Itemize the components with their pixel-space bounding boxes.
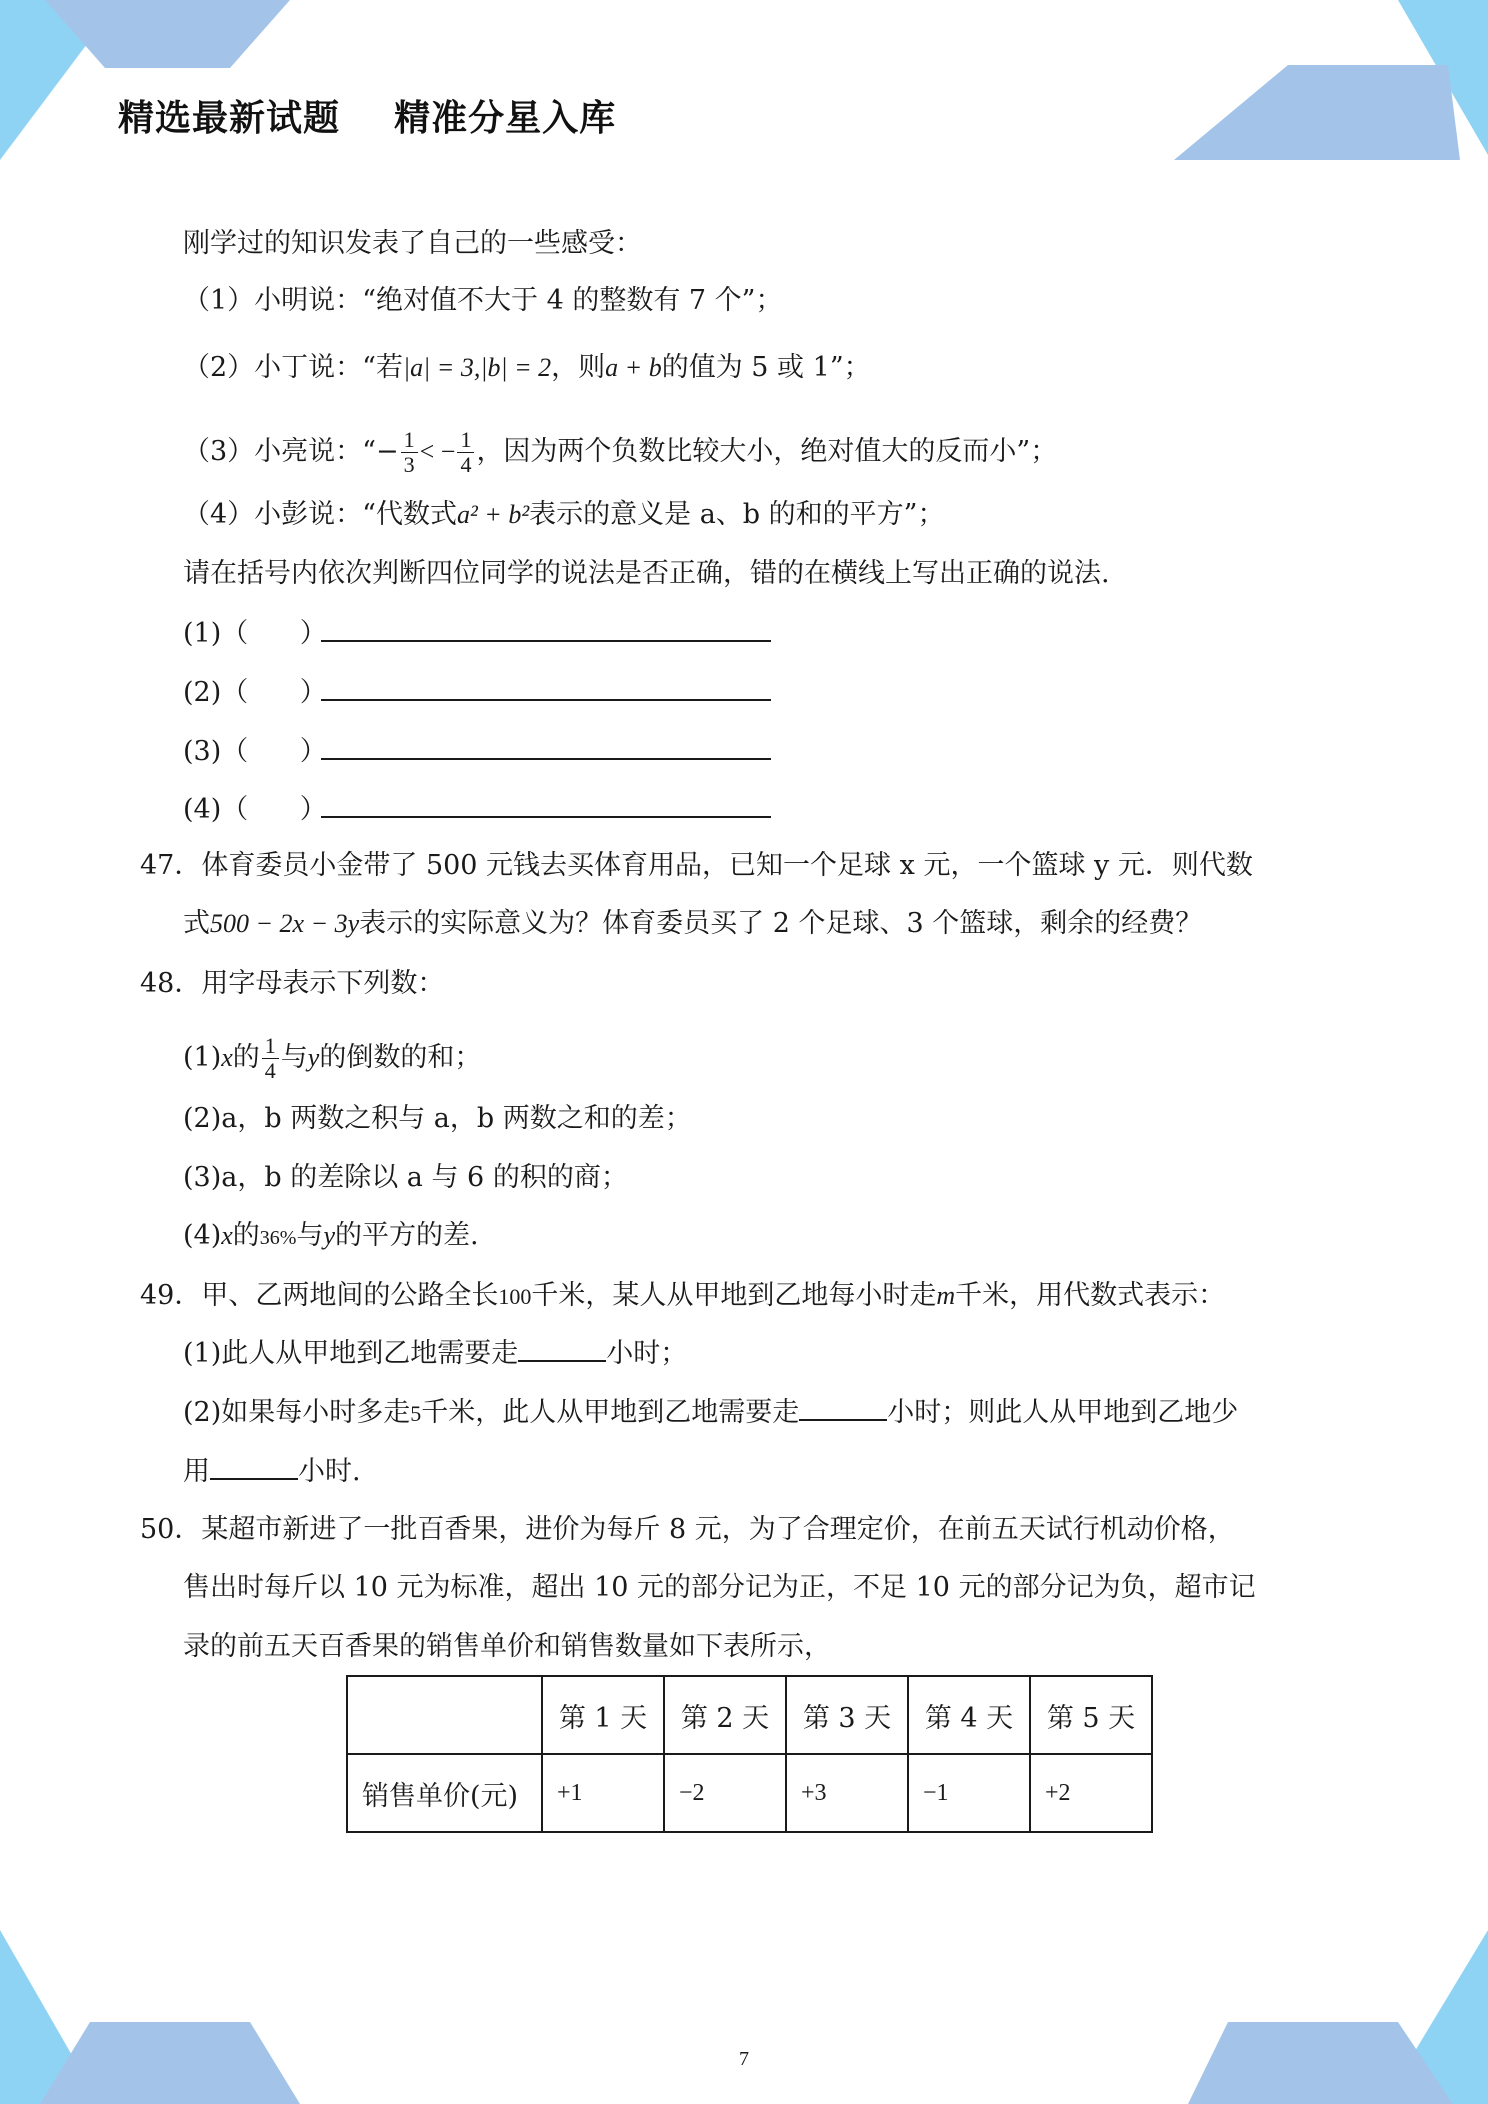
q46-intro: 刚学过的知识发表了自己的一些感受： <box>183 228 642 259</box>
q49-part-1: (1)此人从甲地到乙地需要走 小时； <box>183 1338 688 1369</box>
q46-statement-4: （4）小彭说：“代数式a² + b²表示的意义是 a、b 的和的平方”； <box>183 499 945 530</box>
table-cell: +1 <box>542 1754 664 1832</box>
q46-answer-4: (4)（ ） <box>183 790 771 828</box>
q46-instruction: 请在括号内依次判断四位同学的说法是否正确，错的在横线上写出正确的说法. <box>183 558 1110 589</box>
q48-item-4: (4)x的36%与y的平方的差. <box>183 1220 479 1251</box>
q46-statement-3: （3）小亮说：“− $\frac{1}{3}$ < − $\frac{1}{4}$ ，因为两个负数比较大小，绝对值大的反而小”； <box>183 427 1058 477</box>
table-header-cell: 第 2 天 <box>664 1676 786 1754</box>
header-title: 精选最新试题 精准分星入库 <box>118 98 617 139</box>
table-cell: −1 <box>908 1754 1030 1832</box>
answer-blank-4[interactable] <box>321 790 771 818</box>
answer-blank-2[interactable] <box>321 673 771 701</box>
q47-line-1: 47．体育委员小金带了 500 元钱去买体育用品，已知一个足球 x 元，一个篮球 y 元．则代数 <box>140 850 1253 881</box>
table-header-cell: 第 5 天 <box>1030 1676 1152 1754</box>
q49-part-2: (2)如果每小时多走5千米，此人从甲地到乙地需要走 小时；则此人从甲地到乙地少 <box>183 1397 1239 1428</box>
q46-statement-1: （1）小明说：“绝对值不大于 4 的整数有 7 个”； <box>183 285 783 316</box>
q48-item-2: (2)a，b 两数之积与 a，b 两数之和的差； <box>183 1103 692 1134</box>
q49-line-1: 49．甲、乙两地间的公路全长100千米，某人从甲地到乙地每小时走m千米，用代数式表示： <box>140 1280 1226 1311</box>
page-number: 7 <box>739 2048 749 2070</box>
q48-title: 48．用字母表示下列数： <box>140 968 445 999</box>
q50-line-2: 售出时每斤以 10 元为标准，超出 10 元的部分记为正，不足 10 元的部分记为负，超市记 <box>183 1572 1256 1603</box>
q46-answer-2: (2)（ ） <box>183 673 771 711</box>
table-header-cell: 第 3 天 <box>786 1676 908 1754</box>
fraction: $\frac{1}{4}$ <box>262 1034 279 1083</box>
table-header-cell: 第 1 天 <box>542 1676 664 1754</box>
q48-item-3: (3)a，b 的差除以 a 与 6 的积的商； <box>183 1162 628 1193</box>
q49-part-3: 用 小时. <box>183 1456 361 1487</box>
fill-blank[interactable] <box>210 1456 298 1480</box>
table-header-cell: 第 4 天 <box>908 1676 1030 1754</box>
table-cell: +2 <box>1030 1754 1152 1832</box>
q50-line-1: 50．某超市新进了一批百香果，进价为每斤 8 元，为了合理定价，在前五天试行机动价格， <box>140 1514 1235 1545</box>
table-row-label: 销售单价(元) <box>347 1754 542 1832</box>
q48-item-1: (1)x的 $\frac{1}{4}$ 与y的倒数的和； <box>183 1033 482 1083</box>
answer-blank-1[interactable] <box>321 614 771 642</box>
q47-line-2: 式500 − 2x − 3y表示的实际意义为？体育委员买了 2 个足球、3 个篮球，剩余的经费？ <box>183 908 1203 939</box>
table-cell: −2 <box>664 1754 786 1832</box>
fraction: $\frac{1}{3}$ <box>401 428 418 477</box>
sales-table <box>346 1675 1153 1833</box>
table-cell <box>347 1676 542 1754</box>
fraction: $\frac{1}{4}$ <box>457 428 474 477</box>
fill-blank[interactable] <box>799 1397 887 1421</box>
table-cell: +3 <box>786 1754 908 1832</box>
table-header-row <box>347 1676 1152 1754</box>
answer-blank-3[interactable] <box>321 732 771 760</box>
q46-statement-2: （2）小丁说：“若|a| = 3,|b| = 2，则a + b的值为 5 或 1”； <box>183 352 871 383</box>
fill-blank[interactable] <box>518 1338 606 1362</box>
table-row <box>347 1754 1152 1832</box>
q46-answer-1: (1)（ ） <box>183 614 771 652</box>
q50-line-3: 录的前五天百香果的销售单价和销售数量如下表所示， <box>183 1631 831 1662</box>
q46-answer-3: (3)（ ） <box>183 732 771 770</box>
